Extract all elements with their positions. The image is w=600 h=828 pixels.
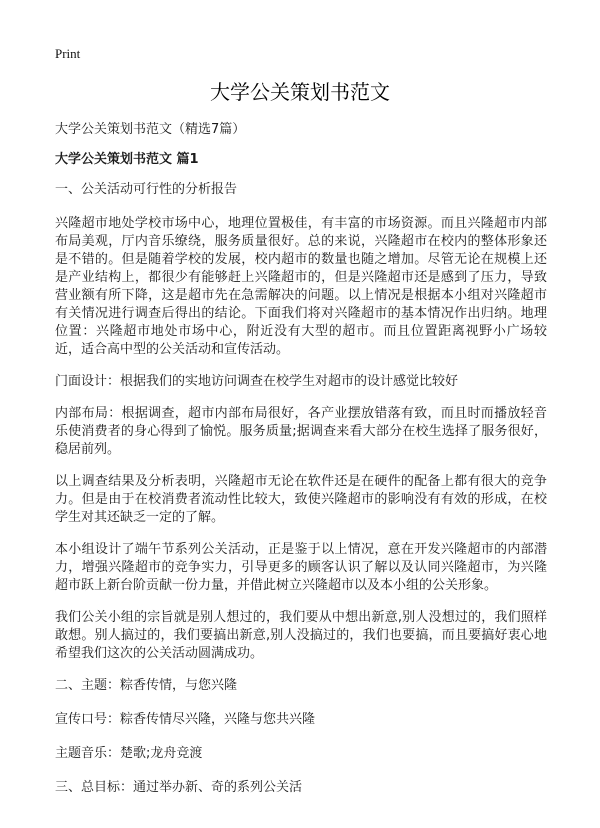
item-1-heading: 一、公关活动可行性的分析报告 xyxy=(55,182,238,197)
paragraph-team-purpose: 我们公关小组的宗旨就是别人想过的，我们要从中想出新意,别人没想过的，我们照样敢想。别人搞过的，我们要搞出新意,别人没搞过的，我们也要搞，而且要搞好衷心地希望我们这次的公关活动圆满成功。 xyxy=(55,610,547,661)
article-body xyxy=(55,121,547,813)
print-link[interactable]: Print xyxy=(55,46,81,61)
article-subtitle: 大学公关策划书范文（精选7篇） xyxy=(55,122,246,137)
paragraph-layout: 内部布局：根据调查，超市内部布局很好，各产业摆放错落有致，而且时而播放轻音乐使消费者的身心得到了愉悦。服务质量;据调查来看大部分在校生选择了服务很好，稳居前列。 xyxy=(55,406,547,457)
section-heading: 大学公关策划书范文 篇1 xyxy=(55,152,199,167)
slogan-line: 宣传口号：粽香传情尽兴隆，兴隆与您共兴隆 xyxy=(55,712,316,727)
paragraph-storefront: 门面设计：根据我们的实地访问调查在校学生对超市的设计感觉比较好 xyxy=(55,374,459,389)
paragraph-activity-design: 本小组设计了端午节系列公关活动，正是鉴于以上情况，意在开发兴隆超市的内部潜力，增强兴隆超市的竞争实力，引导更多的顾客认识了解以及认同兴隆超市，为兴隆超市跃上新台阶贡献一份力量，并借此树立兴隆超市以及本小组的公关形象。 xyxy=(55,542,547,593)
music-line: 主题音乐：楚歌;龙舟竞渡 xyxy=(55,746,203,761)
item-3-heading: 三、总目标：通过举办新、奇的系列公关活 xyxy=(55,780,303,795)
document-title: 大学公关策划书范文 xyxy=(210,80,390,104)
item-2-heading: 二、主题：粽香传情，与您兴隆 xyxy=(55,678,238,693)
paragraph-analysis: 以上调查结果及分析表明，兴隆超市无论在软件还是在硬件的配备上都有很大的竞争力。但是由于在校消费者流动性比较大，致使兴隆超市的影响没有有效的形成，在校学生对其还缺乏一定的了解。 xyxy=(55,474,547,525)
paragraph-feasibility: 兴隆超市地处学校市场中心，地理位置极佳，有丰富的市场资源。而且兴隆超市内部布局美观，厅内音乐缭绕，服务质量很好。总的来说，兴隆超市在校内的整体形象还是不错的。但是随着学校的发展，校内超市的数量也随之增加。尽管无论在规模上还是产业结构上，都很少有能够赶上兴隆超市的，但是兴隆超市还是感到了压力，导致营业额有所下降，这是超市先在急需解决的问题。以上情况是根据本小组对兴隆超市有关情况进行调查后得出的结论。下面我们将对兴隆超市的基本情况作出归纳。地理位置：兴隆超市地处市场中心，附近没有大型的超市。而且位置距离视野小广场较近，适合高中型的公关活动和宣传活动。 xyxy=(55,216,547,357)
